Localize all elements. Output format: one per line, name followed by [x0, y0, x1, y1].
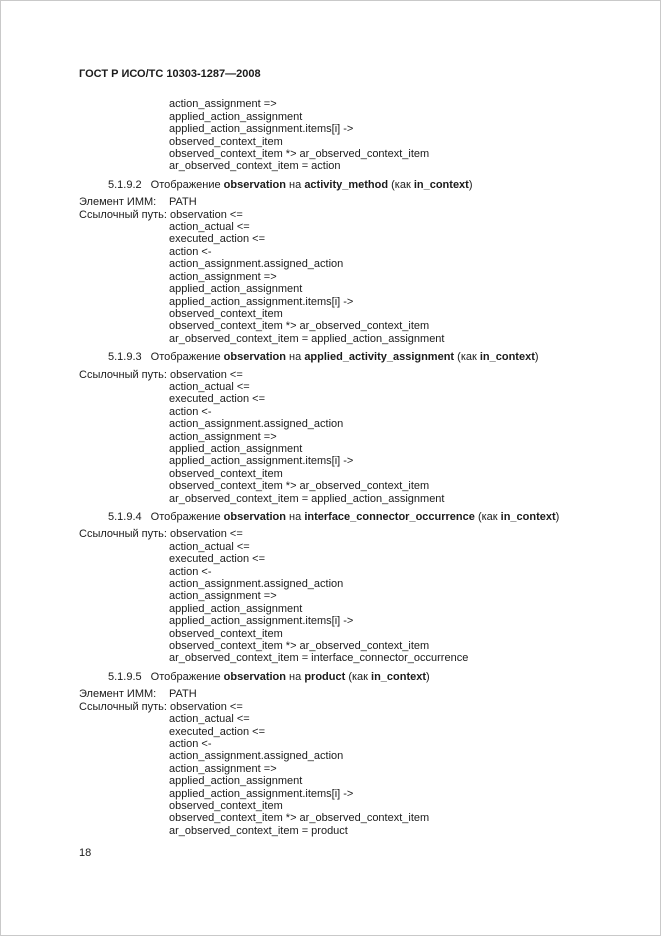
path-line: action_assignment.assigned_action	[169, 750, 344, 763]
heading-text: product	[304, 670, 346, 683]
path-line: observed_context_item *> ar_observed_context_item	[169, 148, 430, 161]
path-lines	[169, 713, 644, 837]
document-content	[79, 68, 644, 837]
path-line: observed_context_item	[169, 627, 283, 640]
section-heading	[108, 179, 644, 191]
ref-path-label: Ссылочный путь:	[79, 208, 167, 221]
intro-path-block	[169, 98, 644, 172]
path-line: ar_observed_context_item = interface_connector_occurrence	[169, 652, 469, 665]
ref-path-row	[79, 369, 644, 381]
ref-path-first-line: observation <=	[169, 368, 243, 381]
heading-text: (как	[388, 178, 414, 191]
heading-text: interface_connector_occurrence	[304, 511, 475, 523]
path-line: applied_action_assignment.items[i] ->	[169, 295, 354, 308]
heading-text: observation	[223, 511, 286, 523]
path-line: action_assignment =>	[169, 430, 277, 443]
heading-text: in_context	[413, 178, 469, 191]
imm-element-label: Элемент ИММ:	[79, 688, 157, 701]
sections-container	[79, 179, 644, 837]
path-line: observed_context_item	[169, 799, 283, 812]
page-number: 18	[79, 847, 92, 859]
path-line: applied_action_assignment.items[i] ->	[169, 455, 354, 468]
path-line: action <-	[169, 245, 212, 258]
path-line: action_assignment.assigned_action	[169, 418, 344, 431]
heading-text: observation	[223, 178, 286, 191]
heading-text: in_context	[500, 511, 556, 523]
ref-path-row	[79, 528, 644, 540]
path-line: executed_action <=	[169, 233, 266, 246]
section-number: 5.1.9.5	[108, 670, 142, 683]
ref-path-first-line: observation <=	[169, 208, 243, 221]
heading-text: на	[286, 670, 305, 683]
ref-path-first-line: observation <=	[169, 700, 243, 713]
path-line: action_actual <=	[169, 380, 250, 393]
heading-text: applied_activity_assignment	[304, 351, 455, 364]
path-line: applied_action_assignment.items[i] ->	[169, 123, 354, 136]
path-line: ar_observed_context_item = applied_action_assignment	[169, 492, 445, 505]
heading-text: Отображение	[150, 351, 224, 364]
section-5.1.9.4	[79, 511, 644, 665]
heading-text: )	[426, 670, 430, 683]
ref-path-label: Ссылочный путь:	[79, 528, 167, 541]
ref-path-label: Ссылочный путь:	[79, 700, 167, 713]
ref-path-row	[79, 701, 644, 713]
section-heading	[108, 671, 644, 683]
path-line: applied_action_assignment	[169, 775, 303, 788]
section-5.1.9.3	[79, 351, 644, 505]
path-line: applied_action_assignment.items[i] ->	[169, 787, 354, 800]
path-line: action_assignment =>	[169, 98, 277, 111]
path-line: applied_action_assignment	[169, 283, 303, 296]
path-line: action <-	[169, 737, 212, 750]
path-line: observed_context_item	[169, 307, 283, 320]
heading-text: на	[286, 351, 305, 364]
imm-element-value: PATH	[169, 196, 197, 209]
heading-text: )	[534, 351, 539, 364]
heading-text: observation	[223, 351, 286, 364]
path-line: action_assignment =>	[169, 270, 277, 283]
path-line: action_assignment =>	[169, 590, 277, 603]
heading-text: Отображение	[150, 178, 224, 191]
section-heading	[108, 511, 644, 523]
ref-path-first-line: observation <=	[169, 528, 243, 541]
path-line: observed_context_item *> ar_observed_context_item	[169, 812, 430, 825]
heading-text: in_context	[479, 351, 535, 364]
path-line: observed_context_item	[169, 467, 283, 480]
path-lines	[169, 381, 644, 505]
section-number: 5.1.9.4	[108, 511, 142, 523]
ref-path-row	[79, 209, 644, 221]
imm-element-label: Элемент ИММ:	[79, 196, 157, 209]
section-heading	[108, 351, 644, 363]
path-line: observed_context_item *> ar_observed_context_item	[169, 320, 430, 333]
heading-text: Отображение	[150, 511, 224, 523]
imm-element-row	[79, 688, 644, 700]
path-line: observed_context_item *> ar_observed_context_item	[169, 480, 430, 493]
heading-text: Отображение	[150, 670, 224, 683]
path-line: action_actual <=	[169, 713, 250, 726]
heading-text: )	[468, 178, 473, 191]
heading-text: (как	[345, 670, 372, 683]
path-line: action <-	[169, 405, 212, 418]
path-line: action_assignment =>	[169, 762, 277, 775]
path-line: executed_action <=	[169, 553, 266, 566]
path-line: ar_observed_context_item = product	[169, 824, 348, 837]
heading-text: на	[286, 511, 305, 523]
path-line: applied_action_assignment.items[i] ->	[169, 615, 354, 628]
section-number: 5.1.9.3	[108, 351, 142, 364]
document-header: ГОСТ Р ИСО/ТС 10303-1287—2008	[79, 68, 261, 80]
imm-element-row	[79, 196, 644, 208]
heading-text: (как	[474, 511, 501, 523]
path-line: ar_observed_context_item = applied_action_assignment	[169, 332, 445, 345]
heading-text: activity_method	[304, 178, 389, 191]
path-line: action_assignment.assigned_action	[169, 578, 344, 591]
path-line: action <-	[169, 565, 212, 578]
path-line: applied_action_assignment	[169, 602, 303, 615]
heading-text: на	[286, 178, 305, 191]
path-line: observed_context_item *> ar_observed_context_item	[169, 640, 430, 653]
path-line: action_actual <=	[169, 540, 250, 553]
path-line: observed_context_item	[169, 135, 283, 148]
heading-text: (как	[454, 351, 480, 364]
section-number: 5.1.9.2	[108, 178, 142, 191]
path-line: applied_action_assignment	[169, 110, 303, 123]
path-lines	[169, 221, 644, 345]
heading-text: in_context	[371, 670, 427, 683]
path-line: action_actual <=	[169, 221, 250, 234]
heading-text: )	[555, 511, 560, 523]
ref-path-label: Ссылочный путь:	[79, 368, 167, 381]
section-5.1.9.5	[79, 671, 644, 837]
path-lines	[169, 541, 644, 665]
imm-element-value: PATH	[169, 688, 197, 701]
heading-text: observation	[223, 670, 286, 683]
path-line: executed_action <=	[169, 725, 266, 738]
path-line: action_assignment.assigned_action	[169, 258, 344, 271]
path-line: ar_observed_context_item = action	[169, 160, 341, 173]
path-line: executed_action <=	[169, 393, 266, 406]
path-line: applied_action_assignment	[169, 442, 303, 455]
section-5.1.9.2	[79, 179, 644, 345]
